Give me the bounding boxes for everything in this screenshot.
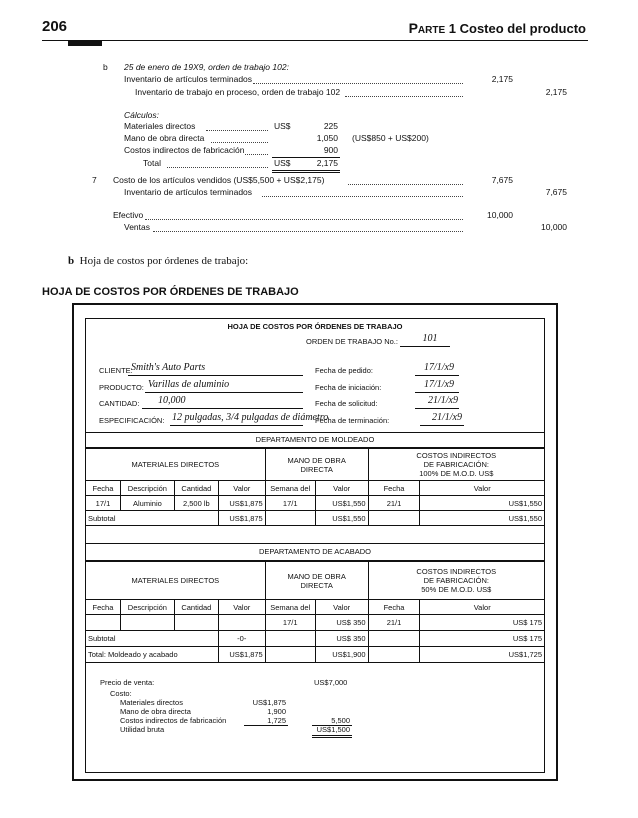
- cell: Aluminio: [120, 496, 174, 511]
- column-header: Valor: [315, 481, 368, 496]
- product-value: Varillas de aluminio: [148, 379, 230, 390]
- cell: [86, 615, 121, 631]
- summary-item-value: US$1,875: [252, 698, 286, 707]
- column-header: Semana del: [265, 600, 315, 615]
- product-label: PRODUCTO:: [99, 383, 144, 392]
- calc-row-label: Costos indirectos de fabricación: [124, 145, 245, 155]
- summary-item-label: Mano de obra directa: [120, 707, 191, 716]
- cell: [368, 647, 420, 663]
- column-header: Semana del: [265, 481, 315, 496]
- cost-total: 5,500: [331, 716, 350, 725]
- cell: [174, 615, 218, 631]
- running-header: [409, 20, 586, 36]
- table-header-row: [86, 600, 545, 615]
- cell: US$1,875: [218, 511, 265, 526]
- start-date-value: 17/1/x9: [424, 379, 454, 390]
- cell: [265, 647, 315, 663]
- column-header: Descripción: [120, 600, 174, 615]
- entry-7-debit: Costo de los artículos vendidos (US$5,500 + US$2,175): [113, 175, 325, 185]
- cell: 17/1: [265, 496, 315, 511]
- column-header: Fecha: [86, 600, 121, 615]
- overhead-group-header: COSTOS INDIRECTOS DE FABRICACIÓN: 50% DE M.O.D. US$: [368, 562, 544, 600]
- part-label: Parte: [408, 20, 446, 36]
- double-rule: [312, 735, 352, 736]
- cell: 21/1: [368, 615, 420, 631]
- calc-row-label: Materiales directos: [124, 121, 196, 131]
- cell: US$ 175: [420, 631, 545, 647]
- cell: US$1,550: [315, 511, 368, 526]
- order-label: ORDEN DE TRABAJO No.:: [306, 337, 398, 346]
- cell: US$1,875: [218, 647, 265, 663]
- dept2-title: DEPARTAMENTO DE ACABADO: [259, 547, 371, 556]
- leader-dots: [345, 96, 463, 97]
- header-bar: [68, 41, 102, 46]
- caption-text: Hoja de costos por órdenes de trabajo:: [79, 255, 249, 267]
- request-date-value: 21/1/x9: [428, 395, 458, 406]
- part-number: 1: [448, 21, 456, 36]
- cell: [120, 615, 174, 631]
- end-date-line: [420, 425, 464, 426]
- leader-dots: [348, 184, 463, 185]
- leader-dots: [245, 154, 268, 155]
- subtotal-row: [86, 511, 545, 526]
- cell: US$1,875: [218, 496, 265, 511]
- cell: 17/1: [86, 496, 121, 511]
- gross-value: US$1,500: [316, 725, 350, 734]
- entry-b-label: b: [103, 62, 108, 72]
- end-date-label: Fecha de terminación:: [315, 416, 390, 425]
- leader-dots: [211, 142, 268, 143]
- labor-group-header: MANO DE OBRA DIRECTA: [265, 562, 368, 600]
- leader-dots: [153, 231, 463, 232]
- calc-row-amount: 1,050: [316, 133, 338, 143]
- cell: US$1,550: [420, 511, 545, 526]
- page-number: 206: [42, 18, 68, 35]
- cell: [368, 631, 420, 647]
- table-row: [86, 615, 545, 631]
- calc-row-note: (US$850 + US$200): [352, 133, 429, 143]
- calc-total-currency: US$: [274, 158, 291, 168]
- cell: US$ 175: [420, 615, 545, 631]
- dept1-title-band: [85, 432, 545, 448]
- cell: US$1,550: [420, 496, 545, 511]
- start-date-line: [415, 392, 459, 393]
- cell: US$1,550: [315, 496, 368, 511]
- calc-title: Cálculos:: [124, 110, 159, 120]
- materials-group-header: MATERIALES DIRECTOS: [86, 449, 266, 481]
- job-sheet-title: HOJA DE COSTOS POR ÓRDENES DE TRABAJO: [227, 322, 403, 331]
- calc-total-label: Total: [143, 158, 161, 168]
- column-header: Fecha: [368, 481, 420, 496]
- dept2-title-band: [85, 543, 545, 561]
- request-date-label: Fecha de solicitud:: [315, 399, 378, 408]
- cost-label: Costo:: [110, 689, 132, 698]
- order-line: [400, 346, 450, 347]
- cell: [265, 631, 315, 647]
- order-date-label: Fecha de pedido:: [315, 366, 373, 375]
- cell: US$ 350: [315, 631, 368, 647]
- table-header-row: [86, 481, 545, 496]
- end-date-value: 21/1/x9: [432, 412, 462, 423]
- start-date-label: Fecha de iniciación:: [315, 383, 382, 392]
- leader-dots: [206, 130, 268, 131]
- summary-item-label: Costos indirectos de fabricación: [120, 716, 227, 725]
- dept1-table: [85, 448, 545, 526]
- cash-debit-amount: 10,000: [487, 210, 513, 220]
- column-header: Valor: [315, 600, 368, 615]
- dept1-title: DEPARTAMENTO DE MOLDEADO: [255, 435, 375, 444]
- product-line: [145, 392, 303, 393]
- leader-dots: [253, 83, 463, 84]
- column-header: Fecha: [86, 481, 121, 496]
- cell: Subtotal: [86, 631, 219, 647]
- entry-b-date: 25 de enero de 19X9, orden de trabajo 102:: [124, 62, 289, 72]
- calc-row-currency: US$: [274, 121, 291, 131]
- column-header: Cantidad: [174, 481, 218, 496]
- cell: -0-: [218, 631, 265, 647]
- entry-b-credit: Inventario de trabajo en proceso, orden de trabajo 102: [135, 87, 341, 97]
- quantity-line: [142, 408, 303, 409]
- entry-7-number: 7: [92, 175, 97, 185]
- cell: US$1,725: [420, 647, 545, 663]
- cell: 21/1: [368, 496, 420, 511]
- cell: [368, 511, 420, 526]
- price-value: US$7,000: [314, 678, 348, 687]
- double-rule: [272, 172, 340, 173]
- order-value: 101: [422, 333, 438, 344]
- spec-label: ESPECIFICACIÓN:: [99, 416, 165, 425]
- client-line: [128, 375, 303, 376]
- subtotal-row: [86, 631, 545, 647]
- cell: 2,500 lb: [174, 496, 218, 511]
- caption-label: b: [68, 255, 75, 267]
- quantity-value: 10,000: [158, 395, 186, 406]
- entry-7-credit: Inventario de artículos terminados: [124, 187, 253, 197]
- summary-item-label: Materiales directos: [120, 698, 183, 707]
- header-rule: [42, 40, 588, 41]
- caption: [68, 255, 248, 267]
- cell: US$1,900: [315, 647, 368, 663]
- part-title: Costeo del producto: [459, 21, 586, 36]
- column-header: Valor: [218, 481, 265, 496]
- column-header: Valor: [420, 600, 545, 615]
- cell: US$ 350: [315, 615, 368, 631]
- cell: Total: Moldeado y acabado: [86, 647, 219, 663]
- calc-row-amount: 900: [323, 145, 338, 155]
- cell: [265, 511, 315, 526]
- cell: [218, 615, 265, 631]
- client-label: CLIENTE:: [99, 366, 133, 375]
- leader-dots: [145, 219, 463, 220]
- order-date-line: [415, 375, 459, 376]
- price-label: Precio de venta:: [100, 678, 155, 687]
- cell: Subtotal: [86, 511, 219, 526]
- leader-dots: [167, 167, 268, 168]
- labor-group-header: MANO DE OBRA DIRECTA: [265, 449, 368, 481]
- calc-row-amount: 225: [323, 121, 338, 131]
- total-row: [86, 647, 545, 663]
- sales-credit-amount: 10,000: [541, 222, 567, 232]
- leader-dots: [262, 196, 463, 197]
- overhead-group-header: COSTOS INDIRECTOS DE FABRICACIÓN: 100% DE M.O.D. US$: [368, 449, 544, 481]
- summary-item-value: 1,725: [267, 716, 286, 725]
- request-date-line: [415, 408, 459, 409]
- summary-underline: [244, 725, 288, 726]
- column-header: Valor: [218, 600, 265, 615]
- table-row: [86, 496, 545, 511]
- sales-credit: Ventas: [124, 222, 150, 232]
- dept2-table: [85, 561, 545, 663]
- entry-b-credit-amount: 2,175: [545, 87, 567, 97]
- client-value: Smith's Auto Parts: [131, 362, 206, 373]
- section-title: HOJA DE COSTOS POR ÓRDENES DE TRABAJO: [42, 286, 299, 298]
- entry-7-debit-amount: 7,675: [491, 175, 513, 185]
- cell: 17/1: [265, 615, 315, 631]
- calc-row-label: Mano de obra directa: [124, 133, 205, 143]
- calc-total-amount: 2,175: [316, 158, 338, 168]
- column-header: Cantidad: [174, 600, 218, 615]
- entry-b-debit: Inventario de artículos terminados: [124, 74, 253, 84]
- entry-b-debit-amount: 2,175: [491, 74, 513, 84]
- order-date-value: 17/1/x9: [424, 362, 454, 373]
- column-header: Valor: [420, 481, 545, 496]
- quantity-label: CANTIDAD:: [99, 399, 140, 408]
- spec-line: [170, 425, 303, 426]
- double-rule: [312, 737, 352, 738]
- summary-item-value: 1,900: [267, 707, 286, 716]
- spec-value: 12 pulgadas, 3/4 pulgadas de diámetro: [172, 412, 329, 423]
- double-rule: [272, 170, 340, 171]
- column-header: Fecha: [368, 600, 420, 615]
- entry-7-credit-amount: 7,675: [545, 187, 567, 197]
- column-header: Descripción: [120, 481, 174, 496]
- cash-debit: Efectivo: [113, 210, 144, 220]
- gross-label: Utilidad bruta: [120, 725, 165, 734]
- materials-group-header: MATERIALES DIRECTOS: [86, 562, 266, 600]
